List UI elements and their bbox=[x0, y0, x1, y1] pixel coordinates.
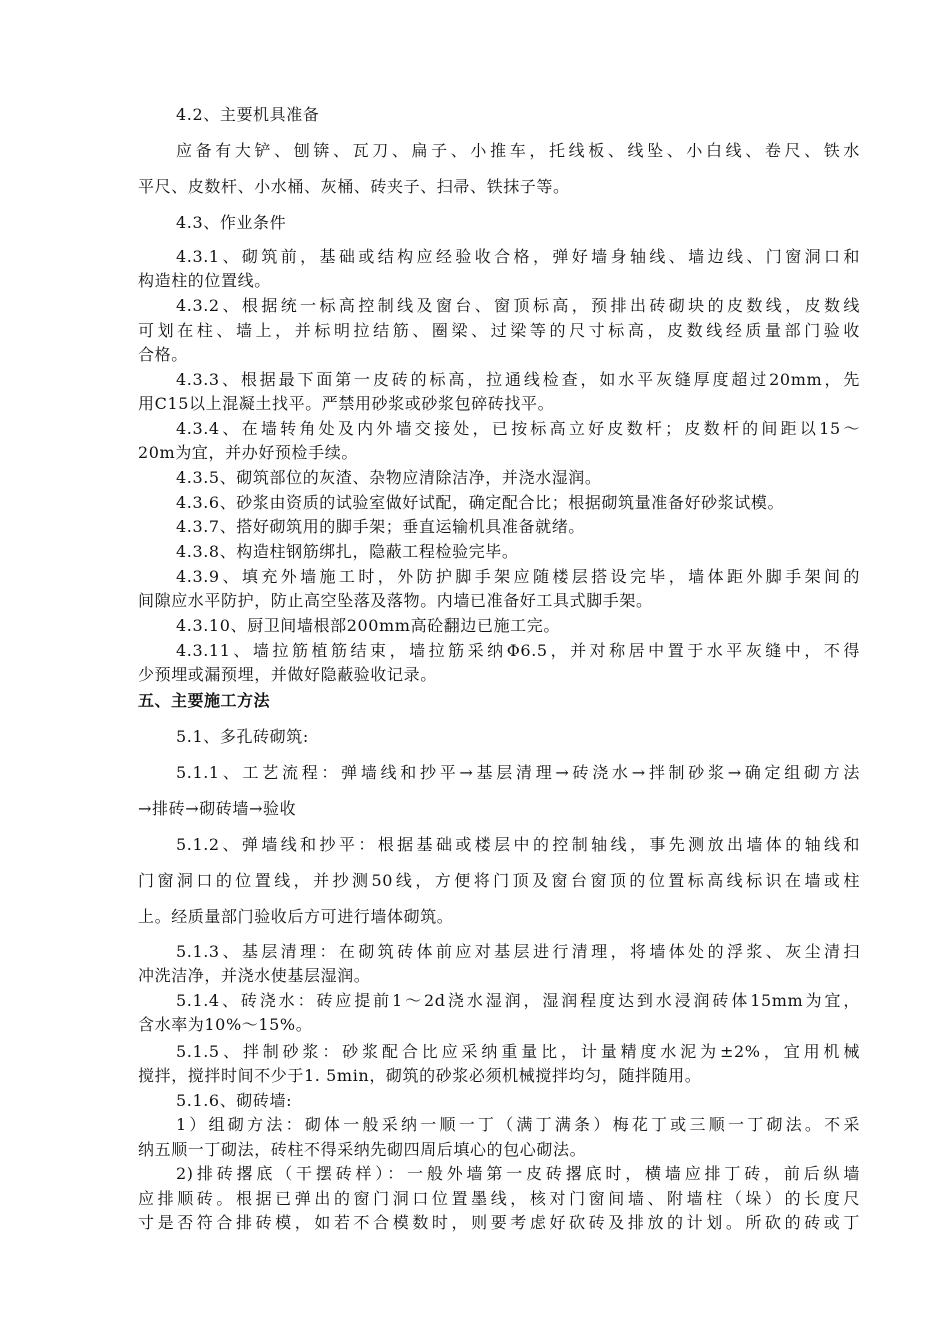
section-5-1-4-line1: 5.1.4、砖浇水：砖应提前1～2d浇水湿润，湿润程度达到水浸润砖体15mm为宜， bbox=[176, 991, 860, 1010]
section-5-1-6-title: 5.1.6、砌砖墙: bbox=[176, 1091, 293, 1110]
section-5-1-5-line1: 5.1.5、拌制砂浆：砂浆配合比应采纳重量比，计量精度水泥为±2%，宜用机械 bbox=[176, 1042, 860, 1061]
section-4-2-title: 4.2、主要机具准备 bbox=[176, 105, 320, 124]
section-4-3-11-line1: 4.3.11、墙拉筋植筋结束，墙拉筋采纳Φ6.5，并对称居中置于水平灰缝中，不得 bbox=[176, 641, 860, 660]
section-4-3-2-line2: 可划在柱、墙上，并标明拉结筋、圈梁、过梁等的尺寸标高，皮数线经质量部门验收 bbox=[138, 321, 860, 340]
section-5-1-3-line1: 5.1.3、基层清理：在砌筑砖体前应对基层进行清理，将墙体处的浮浆、灰尘清扫 bbox=[176, 942, 860, 961]
section-4-3-1-line2: 构造柱的位置线。 bbox=[138, 271, 271, 290]
section-5-1-1-line1: 5.1.1、工艺流程：弹墙线和抄平→基层清理→砖浇水→拌制砂浆→确定组砌方法 bbox=[176, 763, 860, 782]
section-5-1-5-line2: 搅拌，搅拌时间不少于1. 5min，砌筑的砂浆必须机械搅拌均匀，随拌随用。 bbox=[138, 1066, 702, 1085]
item-1-line1: 1）组砌方法：砌体一般采纳一顺一丁（满丁满条）梅花丁或三顺一丁砌法。不采 bbox=[176, 1115, 860, 1134]
section-4-2-body-line2: 平尺、皮数杆、小水桶、灰桶、砖夹子、扫帚、铁抹子等。 bbox=[138, 177, 570, 196]
section-5-1-title: 5.1、多孔砖砌筑: bbox=[176, 727, 309, 746]
section-5-1-2-line3: 上。经质量部门验收后方可进行墙体砌筑。 bbox=[138, 907, 454, 926]
section-5-1-3-line2: 冲洗洁净，并浇水使基层湿润。 bbox=[138, 966, 371, 985]
section-4-3-7: 4.3.7、搭好砌筑用的脚手架；垂直运输机具准备就绪。 bbox=[176, 517, 585, 536]
section-4-3-4-line2: 20m为宜，并办好预检手续。 bbox=[138, 443, 358, 462]
section-4-3-2-line3: 合格。 bbox=[138, 345, 188, 364]
item-2-line3: 寸是否符合排砖模，如若不合模数时，则要考虑好砍砖及排放的计划。所砍的砖或丁 bbox=[138, 1213, 860, 1232]
section-4-3-4-line1: 4.3.4、在墙转角处及内外墙交接处，已按标高立好皮数杆；皮数杆的间距以15～ bbox=[176, 419, 860, 438]
item-2-line1: 2)排砖撂底（干摆砖样）：一般外墙第一皮砖撂底时，横墙应排丁砖，前后纵墙 bbox=[176, 1164, 860, 1183]
section-4-3-3-line1: 4.3.3、根据最下面第一皮砖的标高，拉通线检查，如水平灰缝厚度超过20mm，先 bbox=[176, 370, 860, 389]
section-4-3-5: 4.3.5、砌筑部位的灰渣、杂物应清除洁净，并浇水湿润。 bbox=[176, 468, 602, 487]
section-4-3-8: 4.3.8、构造柱钢筋绑扎，隐蔽工程检验完毕。 bbox=[176, 542, 519, 561]
section-4-3-10: 4.3.10、厨卫间墙根部200mm高砼翻边已施工完。 bbox=[176, 616, 560, 635]
section-4-3-9-line1: 4.3.9、填充外墙施工时，外防护脚手架应随楼层搭设完毕，墙体距外脚手架间的 bbox=[176, 567, 860, 586]
section-4-3-3-line2: 用C15以上混凝土找平。严禁用砂浆或砂浆包碎砖找平。 bbox=[138, 394, 555, 413]
section-4-3-11-line2: 少预埋或漏预埋，并做好隐蔽验收记录。 bbox=[138, 665, 437, 684]
section-4-3-1-line1: 4.3.1、砌筑前，基础或结构应经验收合格，弹好墙身轴线、墙边线、门窗洞口和 bbox=[176, 247, 860, 266]
item-1-line2: 纳五顺一丁砌法，砖柱不得采纳先砌四周后填心的包心砌法。 bbox=[138, 1140, 587, 1159]
section-5-1-1-line2: →排砖→砌砖墙→验收 bbox=[138, 799, 297, 818]
section-5-1-4-line2: 含水率为10%～15%。 bbox=[138, 1015, 313, 1034]
chapter-5-heading: 五、主要施工方法 bbox=[138, 691, 271, 710]
section-4-2-body-line1: 应备有大铲、刨锛、瓦刀、扁子、小推车，托线板、线坠、小白线、卷尺、铁水 bbox=[176, 141, 860, 160]
section-4-3-title: 4.3、作业条件 bbox=[176, 213, 287, 232]
section-4-3-9-line2: 间隙应水平防护，防止高空坠落及落物。内墙已准备好工具式脚手架。 bbox=[138, 591, 653, 610]
item-2-line2: 应排顺砖。根据已弹出的窗门洞口位置墨线，核对门窗间墙、附墙柱（垛）的长度尺 bbox=[138, 1189, 860, 1208]
section-4-3-2-line1: 4.3.2、根据统一标高控制线及窗台、窗顶标高，预排出砖砌块的皮数线，皮数线 bbox=[176, 296, 860, 315]
section-5-1-2-line2: 门窗洞口的位置线，并抄测50线，方便将门顶及窗台窗顶的位置标高线标识在墙或柱 bbox=[138, 871, 860, 890]
section-5-1-2-line1: 5.1.2、弹墙线和抄平：根据基础或楼层中的控制轴线，事先测放出墙体的轴线和 bbox=[176, 835, 860, 854]
section-4-3-6: 4.3.6、砂浆由资质的试验室做好试配，确定配合比；根据砌筑量准备好砂浆试模。 bbox=[176, 493, 785, 512]
